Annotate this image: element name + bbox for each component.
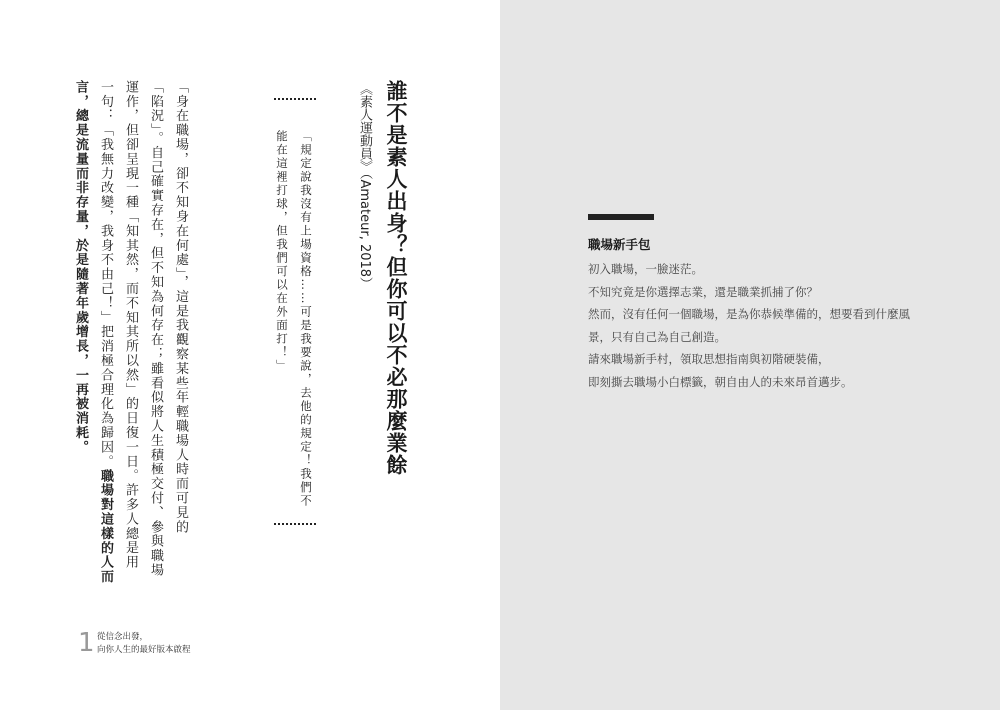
running-footer: [97, 631, 191, 657]
body-line-emphasis: 職場對這樣的人而: [98, 468, 113, 585]
footer-line: 從信念出發，: [97, 632, 149, 642]
body-line-regular: 一句：「我無力改變，我身不由己！」把消極合理化為歸因。: [98, 80, 113, 469]
film-quote: [270, 130, 318, 508]
section-line: 即刻撕去職場小白標籤，朝自由人的未來昂首邁步。: [588, 374, 853, 389]
film-reference: 《素人運動員》（Amateur, 2018）: [357, 82, 372, 291]
body-line: 「陷況」。自己確實存在，但不知為何存在；雖看似將人生積極交付、參與職場: [148, 80, 163, 578]
section-line: 請來職場新手村，領取思想指南與初階硬裝備，: [588, 352, 830, 367]
section-line: 然而，沒有任何一個職場，是為你恭候準備的，想要看到什麼風: [588, 307, 910, 322]
quote-divider-top: [274, 98, 316, 100]
section-line: 景，只有自己為自己創造。: [588, 329, 726, 344]
body-line: 運作，但卻呈現一種「知其然，而不知其所以然」的日復一日。許多人總是用: [123, 80, 138, 570]
body-line-emphasis: 言，總是流量而非存量，於是隨著年歲增長，一再被消耗。: [73, 80, 88, 455]
quote-line: 能在這裡打球，但我們可以在外面打！」: [275, 130, 289, 373]
section-line: 不知究竟是你選擇志業，還是職業抓捕了你？: [588, 284, 818, 299]
quote-divider-bottom: [274, 523, 316, 525]
quote-line: 「規定說我沒有上場資格……可是我要說，去他的規定！我們不: [299, 130, 313, 508]
accent-bar: [588, 214, 654, 220]
page-title: 誰不是素人出身？但你可以不必那麼業餘: [384, 80, 408, 476]
body-line: 「身在職場，卻不知身在何處」，這是我觀察某些年輕職場人時而可見的: [173, 80, 188, 535]
body-line: [93, 80, 118, 584]
page-number: 1: [78, 628, 95, 658]
body-text: [68, 80, 193, 584]
section-body: [588, 258, 933, 394]
section-line: 初入職場，一臉迷茫。: [588, 262, 703, 276]
footer-line: 向你人生的最好版本啟程: [97, 645, 191, 655]
section-heading: 職場新手包: [588, 237, 651, 252]
